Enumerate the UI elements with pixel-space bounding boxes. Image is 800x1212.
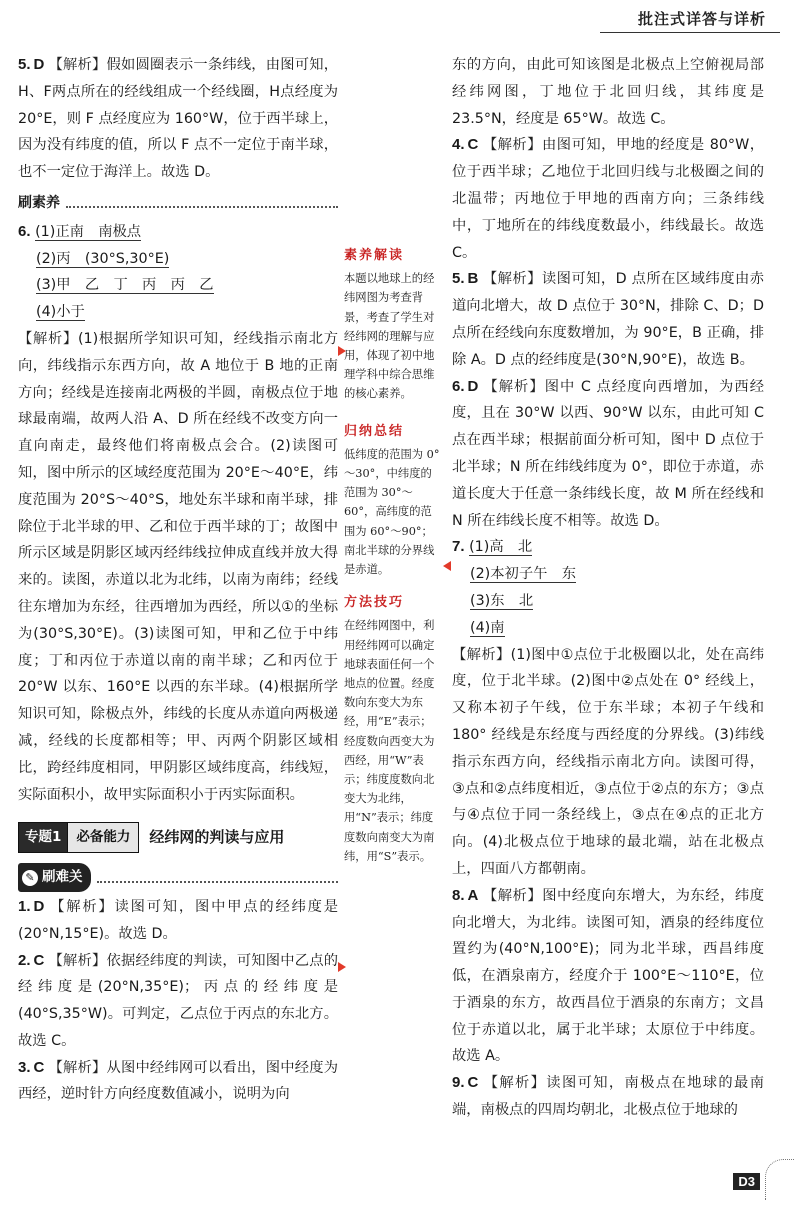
answer-6-line-2 [18, 246, 338, 273]
answer-letter: C [467, 136, 479, 154]
question-number: 9. [452, 1074, 465, 1092]
pointer-arrow-icon [338, 962, 346, 972]
brush-icon: ✎ [22, 870, 38, 886]
question-number: 3. [18, 1058, 31, 1076]
header-rule [600, 32, 780, 33]
answer-letter: C [33, 951, 45, 969]
analysis-tag: 【解析】 [452, 646, 511, 663]
analysis-text: 依据经纬度的判读，可知图中乙点的经纬度是(20°N,35°E)；丙点的经纬度是(40°S,35°W)。可判定，乙点位于丙点的东北方。故选 C。 [18, 952, 339, 1049]
answer-4 [452, 132, 764, 266]
page-curl-decoration [765, 1159, 794, 1200]
question-number: 5. [18, 56, 31, 73]
dotted-rule [97, 873, 339, 883]
analysis-tag: 【解析】 [48, 952, 107, 969]
analysis-text: 图中经度向东增大，为东经，纬度向北增大，为北纬。读图可知，酒泉的经纬度位置约为(40°N,100°E)；同为北半球，西昌纬度低，在酒泉南方，经度介于 100°E～110°E，位于酒泉的东方，故西昌位于酒泉的东南方；文昌位于赤道以北，属于北半球；太原位于中纬度。故选 A。 [452, 887, 765, 1065]
side-note-title: 方法技巧 [344, 595, 405, 611]
analysis-text: 读图可知，D 点所在区域纬度由赤道向北增大，故 D 点位于 30°N，排除 C、D；D 点所在经线向东度数增加，为 90°E，B 正确，排除 A。D 点的经纬度是(30°N,90°E)，故选 B。 [452, 271, 765, 368]
analysis-tag: 【解析】 [482, 137, 543, 154]
answer-letter: D [33, 897, 45, 915]
answer-3 [18, 1055, 338, 1109]
section-brush-difficult [18, 863, 338, 892]
analysis-tag: 【解析】 [482, 1075, 547, 1092]
analysis-text: (1)图中①点位于北极圈以北，处在高纬度，位于北半球。(2)图中②点处在 0° 经线上，又称本初子午线，位于东半球；本初子午线和 180° 经线是东经度与西经度的分界线。(3)纬线指示东西方向，经线指示南北方向。读图可得，③点和②点纬度相近，③点位于②点的东方；③点与④点位于同一条经线上，③点在④点的正北方向。(4)北极点位于地球的最北端，站在北极点上，四面八方都朝南。 [452, 646, 765, 877]
answer-7-line-4 [452, 615, 764, 642]
answer-letter: C [33, 1058, 45, 1076]
answer-1 [18, 894, 338, 948]
side-note-text: 本题以地球上的经纬网图为考查背景，考查了学生对经纬网的理解与应用，体现了初中地理学科中综合思维的核心素养。 [344, 272, 435, 401]
analysis-tag: 【解析】 [18, 330, 78, 347]
analysis-text: (1)根据所学知识可知，经线指示南北方向，纬线指示东西方向，故 A 地位于 B 地的正南方向；经线是连接南北两极的半圆，南极点位于地球最南端，故两人沿 A、D 所在经线不改变方向一直向南走，最终他们将南极点会合。(2)读图可知，图中所示的区域经度范围为 20°E～40°E，纬度范围为 20°S～40°S，地处东半球和南半球，排除位于北半球的甲、乙和位于西半球的丁；故图中所示区域是阴影区域丙经纬线拉伸成直线并放大得来的。读图，赤道以北为北纬，以南为南纬；经线往东增加为东经，往西增加为西经，所以①的坐标为(30°S,30°E)。(3)读图可知，甲和乙位于中纬度；丁和丙位于赤道以南的南半球；乙和丙位于 20°W 以东、160°E 以西的东半球。(4)根据所学知识可知，除极点外，纬线的长度从赤道向两极递减，经线的长度都相等；甲、丙两个阴影区域相比，跨经纬度相同，甲阴影区域纬度高，纬线短，实际面积小，故甲实际面积小于丙实际面积。 [18, 330, 339, 803]
question-number: 6. [18, 222, 31, 240]
left-column [18, 52, 338, 1108]
answer-7-analysis [452, 642, 764, 883]
topic-number: 专题1 [18, 822, 68, 853]
answer-6-line-3 [18, 272, 338, 299]
answer-8 [452, 883, 764, 1071]
topic-title: 经纬网的判读与应用 [149, 828, 285, 847]
side-note-title: 归纳总结 [344, 423, 405, 439]
answer-7-line-2 [452, 561, 764, 588]
question-number: 1. [18, 897, 31, 915]
question-number: 7. [452, 538, 465, 556]
analysis-text: 从图中经纬网可以看出，图中经度为西经，逆时针方向经度数值减小，说明为向 [18, 1059, 339, 1103]
analysis-tag: 【解析】 [482, 887, 543, 904]
answer-2 [18, 948, 338, 1055]
section-label: 刷素养 [18, 194, 60, 211]
answer-9 [452, 1070, 764, 1124]
answer-line-3: (3)东 北 [470, 592, 534, 609]
answer-line-1: (1)正南 南极点 [35, 223, 142, 240]
answer-5 [18, 52, 338, 186]
side-note-text: 在经纬网图中，利用经纬网可以确定地球表面任何一个地点的位置。经度数向东变大为东经，用“E”表示；经度数向西变大为西经，用“W”表示；纬度度数向北变大为北纬，用“N”表示；纬度度数向南变大为南纬，用“S”表示。 [344, 619, 435, 863]
section-label: 刷难关 [42, 869, 83, 886]
answer-line-2: (2)本初子午 东 [470, 566, 577, 583]
side-note-title: 素养解读 [344, 248, 405, 263]
answer-6-line-4 [18, 299, 338, 326]
question-number: 2. [18, 951, 31, 969]
answer-letter: A [467, 886, 479, 904]
analysis-text: 由图可知，甲地的经度是 80°W，位于西半球；乙地位于北回归线与北极圈之间的北温带；丙地位于甲地的西南方向；三条纬线中，丁地所在的纬线度数最小，纬线最长。故选 C。 [452, 137, 764, 261]
answer-line-4: (4)小于 [36, 304, 85, 321]
analysis-tag: 【解析】 [48, 57, 107, 73]
answer-7 [452, 534, 764, 561]
page-header-title: 批注式详答与详析 [637, 10, 766, 28]
pointer-arrow-icon [338, 346, 346, 356]
analysis-text: 读图可知，图中甲点的经纬度是(20°N,15°E)。故选 D。 [18, 898, 339, 942]
answer-line-1: (1)高 北 [469, 539, 533, 556]
topic-label: 必备能力 [68, 822, 139, 853]
answer-6 [452, 374, 764, 535]
right-column [452, 52, 764, 1124]
analysis-tag: 【解析】 [482, 378, 545, 395]
question-number: 6. [452, 377, 465, 395]
analysis-tag: 【解析】 [48, 898, 115, 915]
dotted-rule [66, 198, 338, 208]
analysis-text: 图中 C 点经度向西增加，为西经度，且在 30°W 以西、90°W 以东，由此可知 C 点在西半球；根据前面分析可知，图中 D 点位于北半球；N 所在纬线纬度为 0°，即位于赤道，赤道长度大于任意一条纬线长度，故 M 所在经线和 N 所在纬线长度不相等。故选 D。 [452, 378, 764, 529]
side-note-text: 低纬度的范围为 0°～30°，中纬度的范围为 30°～60°，高纬度的范围为 60°～90°；南北半球的分界线是赤道。 [344, 447, 440, 577]
analysis-tag: 【解析】 [48, 1059, 107, 1076]
page-number: D3 [733, 1173, 760, 1190]
answer-3-continued: 东的方向，由此可知该图是北极点上空俯视局部经纬网图，丁地位于北回归线，其纬度是 23.5°N，经度是 65°W。故选 C。 [452, 57, 764, 127]
answer-letter: D [33, 56, 45, 73]
pointer-arrow-icon [443, 561, 451, 571]
question-number: 5. [452, 270, 465, 288]
answer-6-analysis [18, 326, 338, 808]
answer-line-3: (3)甲 乙 丁 丙 丙 乙 [36, 277, 214, 294]
section-brush-literacy [18, 190, 338, 217]
side-notes-column [344, 240, 442, 872]
answer-letter: D [467, 377, 479, 395]
answer-letter: B [467, 270, 479, 288]
answer-letter: C [467, 1074, 479, 1092]
answer-line-4: (4)南 [470, 619, 505, 636]
question-number: 8. [452, 886, 465, 904]
topic-header [18, 822, 338, 853]
answer-5 [452, 266, 764, 373]
answer-7-line-3 [452, 588, 764, 615]
question-number: 4. [452, 136, 465, 154]
analysis-text: 假如圆圈表示一条纬线，由图可知，H、F两点所在的经线组成一个经线圈，H点经度为 20°E，则 F 点经度应为 160°W，位于西半球上，因为没有纬度的值，所以 F 点不一定位于南半球，也不一定位于海洋上。故选 D。 [18, 57, 339, 181]
answer-6 [18, 219, 338, 246]
analysis-tag: 【解析】 [482, 271, 542, 288]
section-badge [18, 863, 91, 892]
answer-line-2: (2)丙 (30°S,30°E) [36, 250, 170, 267]
analysis-text: 读图可知，南极点在地球的最南端，南极点的四周均朝北，北极点位于地球的 [452, 1075, 764, 1119]
